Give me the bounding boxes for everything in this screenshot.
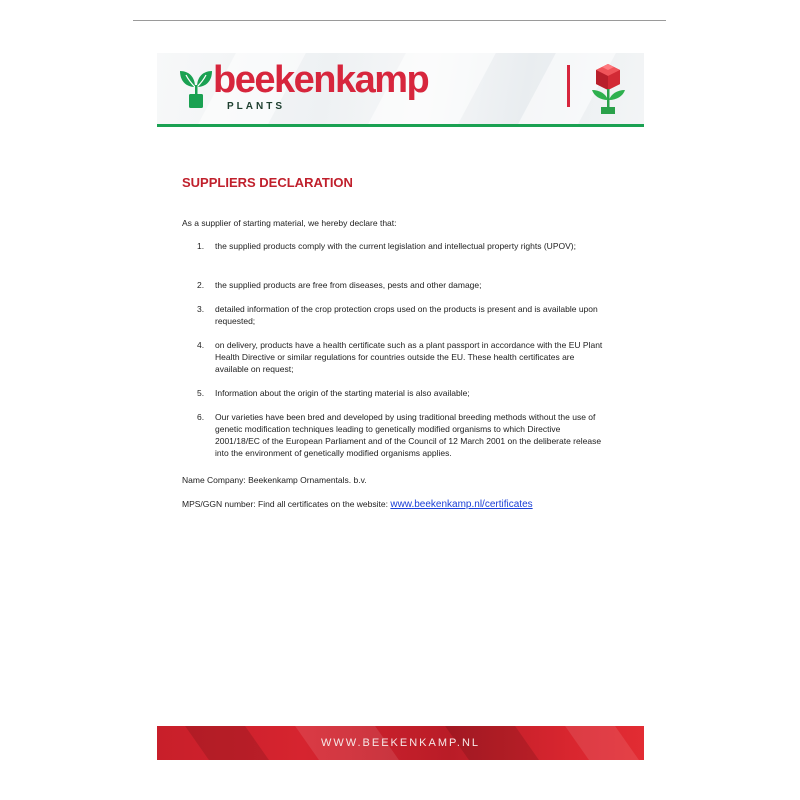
intro-text: As a supplier of starting material, we hereby declare that:	[182, 218, 397, 228]
list-item-text: the supplied products are free from diseases, pests and other damage;	[215, 280, 482, 290]
header-green-rule	[157, 124, 644, 127]
list-item-number: 3.	[197, 304, 205, 314]
list-item-number: 2.	[197, 280, 205, 290]
list-item-number: 1.	[197, 241, 205, 251]
list-item-text: detailed information of the crop protection crops used on the products is present and is available upon requested;	[215, 304, 598, 326]
brand-name: beekenkamp	[213, 59, 429, 101]
mps-prefix: MPS/GGN number: Find all certificates on the website:	[182, 499, 391, 509]
list-item-number: 4.	[197, 340, 205, 350]
mps-line	[182, 498, 533, 511]
brand-subtitle: PLANTS	[227, 101, 285, 112]
list-item-number: 6.	[197, 412, 205, 422]
header-red-divider	[567, 65, 570, 107]
certificates-link[interactable]: www.beekenkamp.nl/certificates	[390, 499, 533, 510]
red-flower-icon	[586, 62, 630, 116]
list-item-text: on delivery, products have a health certificate such as a plant passport in accordance with the EU Plant Health Directive or similar regulations for countries outside the EU. These health certificates are available on request;	[215, 340, 603, 374]
list-item-number: 5.	[197, 388, 205, 398]
document-title: SUPPLIERS DECLARATION	[182, 175, 353, 190]
list-item-text: Our varieties have been bred and developed by using traditional breeding methods without the use of genetic modification techniques leading to genetically modified organisms to which Directive 2001/18/EC of the European Parliament and of the Council of 12 March 2001 on the deliberate release into the environment of genetically modified organisms applies.	[215, 412, 602, 458]
sprout-logo-icon	[178, 63, 214, 109]
list-item-text: the supplied products comply with the current legislation and intellectual property rights (UPOV);	[215, 241, 576, 251]
company-name-line: Name Company: Beekenkamp Ornamentals. b.v.	[182, 475, 367, 485]
list-item-text: Information about the origin of the starting material is also available;	[215, 388, 470, 398]
footer-banner	[157, 726, 644, 760]
footer-url[interactable]: WWW.BEEKENKAMP.NL	[320, 737, 481, 749]
top-rule	[133, 20, 666, 21]
